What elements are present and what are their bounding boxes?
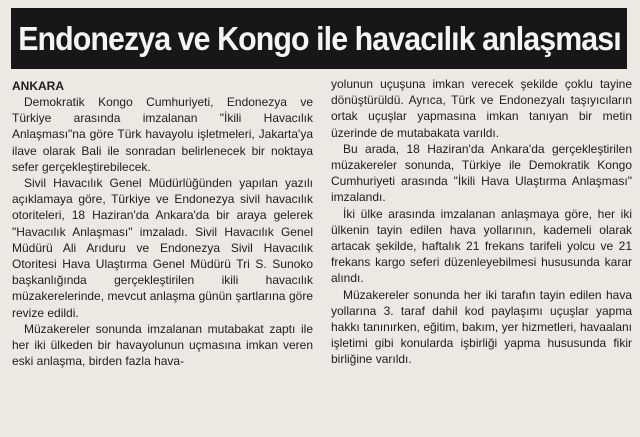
article-column-right (331, 76, 632, 368)
article-paragraph: Müzakereler sonunda imzalanan mutabakat zaptı ile her iki ülkeden bir havayolunun uçmasına imkan veren eski anlaşma, birden fazla hava- (12, 321, 313, 369)
article-paragraph: Sivil Havacılık Genel Müdürlüğünden yapılan yazılı açıklamaya göre, Türkiye ve Endonezya sivil havacılık otoriteleri, 18 Haziran'da Ankara'da bir araya gelerek "Havacılık Anlaşması" imzaladı. Sivil Havacılık Genel Müdürü Ali Arıduru ve Endonezya Sivil Havacılık Otoritesi Hava Ulaştırma Genel Müdürü Tri S. Sunoko başkanlığında gerçekleştirilen ikili havacılık müzakerelerinde, mevcut anlaşma günün şartlarına göre revize edildi. (12, 176, 313, 320)
article-paragraph: yolunun uçuşuna imkan verecek şekilde çoklu tayine dönüştürüldü. Ayrıca, Türk ve Endonezyalı taşıyıcıların ortak uçuşlar yapmasına imkan tanıyan bir metin üzerinde de mutabakata varıldı. (331, 77, 632, 140)
article-headline: Endonezya ve Kongo ile havacılık anlaşması (17, 19, 621, 57)
article-body (12, 74, 632, 430)
article-paragraph: Bu arada, 18 Haziran'da Ankara'da gerçekleştirilen müzakereler sonunda, Türkiye ile Demokratik Kongo Cumhuriyeti arasında "İkili Hava Ulaştırma Anlaşması" imzalandı. (331, 141, 632, 205)
article-column-left (12, 74, 313, 369)
article-paragraph: Demokratik Kongo Cumhuriyeti, Endonezya ve Türkiye arasında imzalanan "İkili Havacılık Anlaşması"na göre Türk havayolu işletmeleri, Jakarta'ya ilave olarak Bali ile sonradan belirlenecek bir noktaya sefer gerçekleştirebilecek. (12, 95, 313, 174)
article-paragraph: İki ülke arasında imzalanan anlaşmaya göre, her iki ülkenin tayin edilen hava yollarının, kademeli olarak artacak şekilde, haftalık 21 frekans tarifeli yolcu ve 21 frekans kargo seferi düzenleyebilmesi hususunda karar alındı. (331, 206, 632, 286)
headline-banner (11, 8, 627, 69)
article-dateline: ANKARA (12, 79, 64, 93)
article-paragraph: Müzakereler sonunda her iki tarafın tayin edilen hava yollarına 3. taraf dahil kod paylaşımı uçuşlar yapma hakkı tanınırken, eğitim, bakım, yer hizmetleri, havaalanı işletimi gibi konularda işbirliği yapma hususunda fikir birliğine varıldı. (331, 287, 632, 367)
